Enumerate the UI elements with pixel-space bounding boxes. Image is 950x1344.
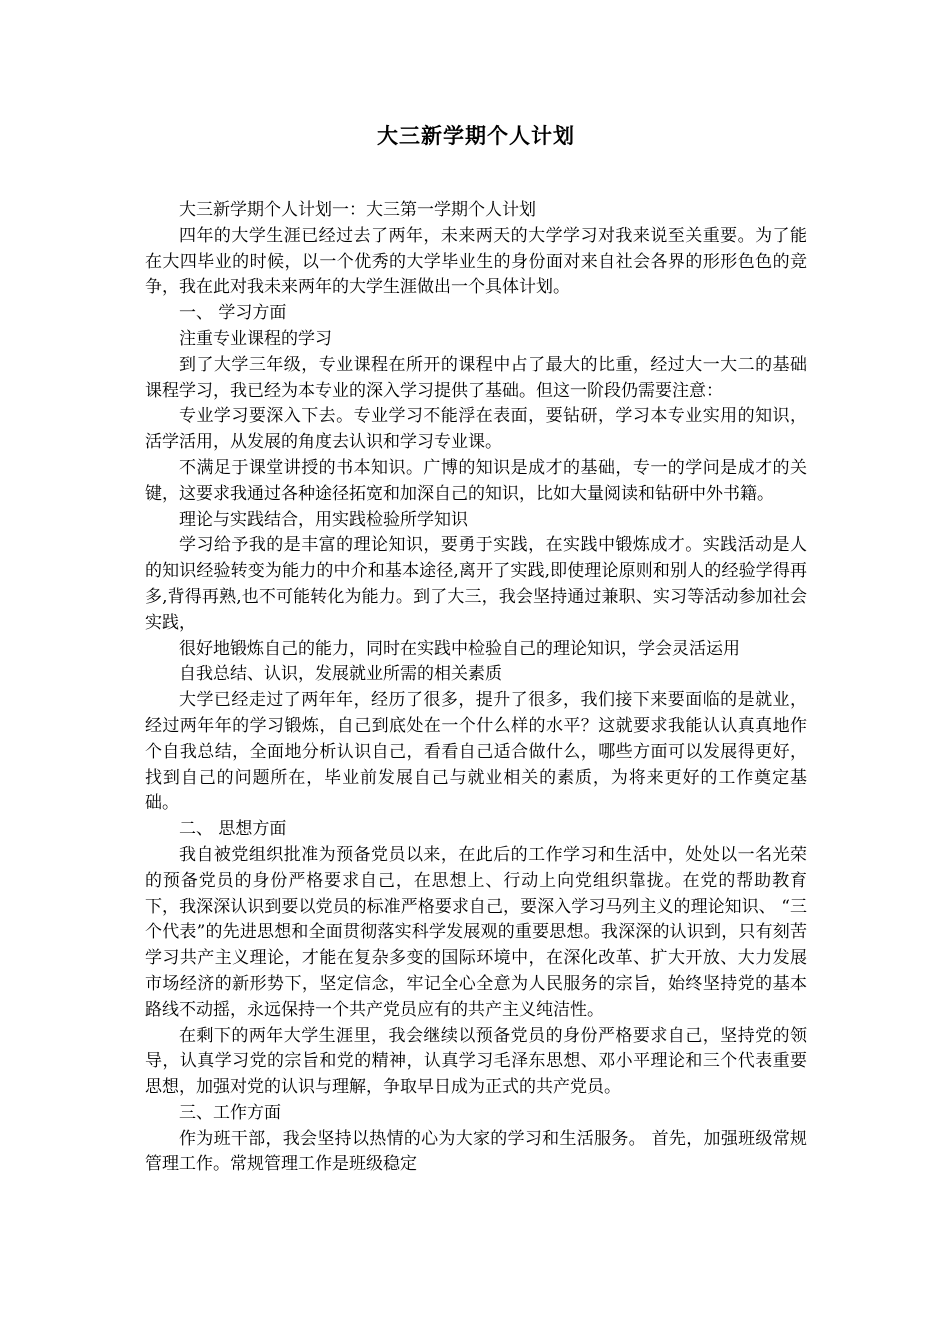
paragraph: 我自被党组织批准为预备党员以来，在此后的工作学习和生活中，处处以一名光荣的预备党员的身份严格要求自己，在思想上、行动上向党组织靠拢。在党的帮助教育下，我深深认识到要以党员的标准严格要求自己，要深入学习马列主义的理论知识、 “三个代表”的先进思想和全面贯彻落实科学发展观的重要思想。我深深的认识到，只有刻苦学习共产主义理论，才能在复杂多变的国际环境中，在深化改革、扩大开放、大力发展市场经济的新形势下，坚定信念，牢记全心全意为人民服务的宗旨，始终坚持党的基本路线不动摇，永远保持一个共产党员应有的共产主义纯洁性。 — [145, 844, 807, 1020]
paragraph: 大学已经走过了两年年，经历了很多，提升了很多，我们接下来要面临的是就业，经过两年年的学习锻炼，自己到底处在一个什么样的水平？这就要求我能认认真真地作个自我总结，全面地分析认识自己，看看自己适合做什么，哪些方面可以发展得更好，找到自己的问题所在，毕业前发展自己与就业相关的素质，为将来更好的工作奠定基础。 — [145, 690, 807, 814]
paragraph-intro: 四年的大学生涯已经过去了两年，未来两天的大学学习对我来说至关重要。为了能在大四毕业的时候，以一个优秀的大学毕业生的身份面对来自社会各界的形形色色的竞争，我在此对我未来两年的大学生涯做出一个具体计划。 — [145, 225, 807, 298]
paragraph: 学习给予我的是丰富的理论知识，要勇于实践，在实践中锻炼成才。实践活动是人的知识经验转变为能力的中介和基本途径,离开了实践,即使理论原则和别人的经验学得再多,背得再熟,也不可能转化为能力。到了大三，我会坚持通过兼职、实习等活动参加社会实践， — [145, 535, 807, 633]
document-title: 大三新学期个人计划 — [377, 123, 575, 148]
paragraph: 到了大学三年级，专业课程在所开的课程中占了最大的比重，经过大一大二的基础课程学习，我已经为本专业的深入学习提供了基础。但这一阶段仍需要注意： — [145, 354, 807, 401]
paragraph: 在剩下的两年大学生涯里，我会继续以预备党员的身份严格要求自己，坚持党的领导，认真学习党的宗旨和党的精神，认真学习毛泽东思想、邓小平理论和三个代表重要思想，加强对党的认识与理解，争取早日成为正式的共产党员。 — [145, 1025, 807, 1098]
subheading-major-courses: 注重专业课程的学习 — [179, 328, 332, 349]
subheading-self-summary: 自我总结、认识，发展就业所需的相关素质 — [179, 664, 502, 685]
section-heading-study: 一、 学习方面 — [179, 303, 287, 324]
paragraph: 作为班干部，我会坚持以热情的心为大家的学习和生活服务。 首先，加强班级常规管理工作。常规管理工作是班级稳定 — [145, 1128, 807, 1175]
section-heading-work: 三、工作方面 — [179, 1102, 281, 1123]
paragraph: 很好地锻炼自己的能力，同时在实践中检验自己的理论知识，学会灵活运用 — [179, 638, 740, 659]
paragraph-heading-plan: 大三新学期个人计划一：大三第一学期个人计划 — [179, 200, 536, 220]
subheading-theory-practice: 理论与实践结合，用实践检验所学知识 — [179, 509, 468, 530]
paragraph: 不满足于课堂讲授的书本知识。广博的知识是成才的基础，专一的学问是成才的关键，这要求我通过各种途径拓宽和加深自己的知识，比如大量阅读和钻研中外书籍。 — [145, 457, 807, 504]
paragraph: 专业学习要深入下去。专业学习不能浮在表面，要钻研，学习本专业实用的知识，活学活用，从发展的角度去认识和学习专业课。 — [145, 406, 807, 453]
section-heading-thought: 二、 思想方面 — [179, 819, 287, 840]
document-page — [145, 118, 807, 1178]
